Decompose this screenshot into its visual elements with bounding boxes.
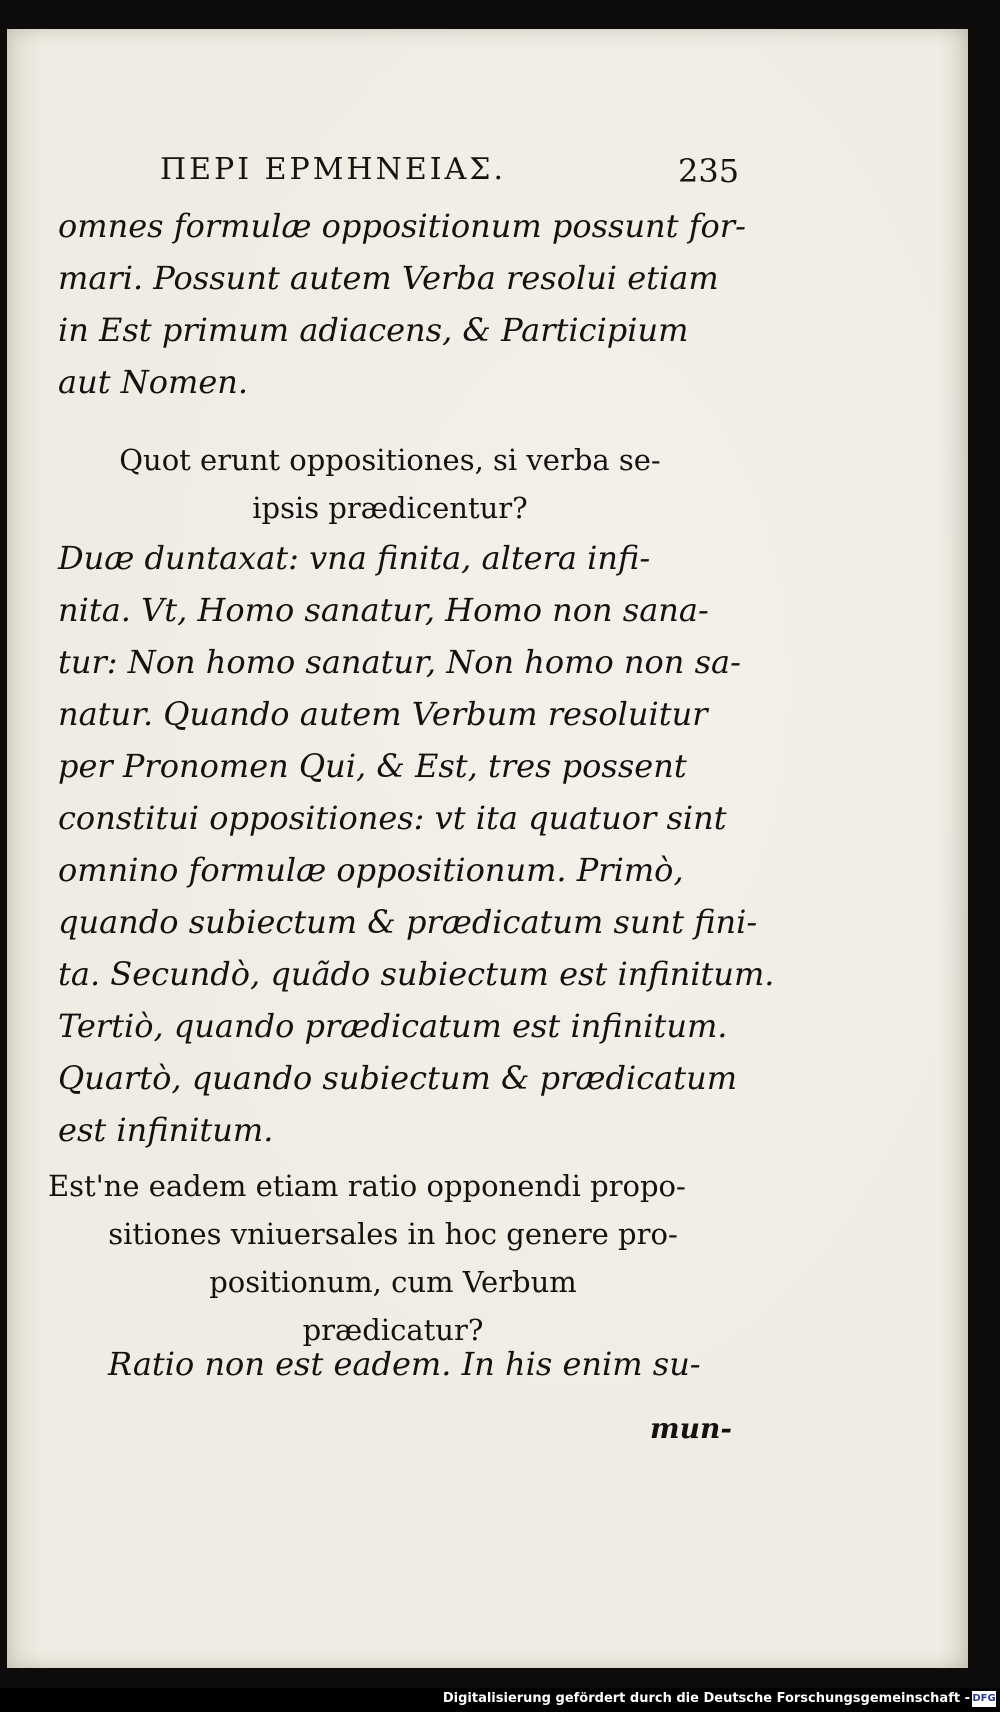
paragraph-1 (58, 200, 746, 408)
running-head: ΠΕΡΙ ΕΡΜΗΝΕΙΑΣ. (160, 152, 507, 187)
text-line: est infinitum. (58, 1111, 274, 1149)
text-line: ta. Secundò, quãdo subiectum est infinitum. (58, 955, 775, 993)
question-heading-1 (80, 436, 700, 532)
text-line: Tertiò, quando prædicatum est infinitum. (58, 1007, 728, 1045)
text-line: per Pronomen Qui, & Est, tres possent (58, 747, 687, 785)
catchword: mun- (650, 1412, 732, 1445)
question-heading-2 (48, 1162, 738, 1354)
footer-credit: Digitalisierung gefördert durch die Deutsche Forschungsgemeinschaft - (442, 1691, 970, 1706)
text-line: nita. Vt, Homo sanatur, Homo non sana- (58, 591, 709, 629)
text-line: Est'ne eadem etiam ratio opponendi propo- (48, 1169, 686, 1203)
text-line: mari. Possunt autem Verba resolui etiam (58, 259, 719, 297)
text-line: tur: Non homo sanatur, Non homo non sa- (58, 643, 741, 681)
text-line: aut Nomen. (58, 363, 249, 401)
text-line: Ratio non est eadem. In his enim su- (108, 1345, 701, 1383)
text-line: prædicatur? (302, 1313, 484, 1347)
text-line: in Est primum adiacens, & Participium (58, 311, 689, 349)
text-line: quando subiectum & prædicatum sunt fini- (58, 903, 758, 941)
text-line: omnino formulæ oppositionum. Primò, (58, 851, 684, 889)
text-line: positionum, cum Verbum (209, 1265, 577, 1299)
digitization-footer (0, 1688, 1000, 1712)
paragraph-2 (58, 532, 775, 1156)
dfg-logo: DFG (972, 1691, 996, 1707)
text-line: Quot erunt oppositiones, si verba se- (119, 443, 661, 477)
text-line: omnes formulæ oppositionum possunt for- (58, 207, 746, 245)
paragraph-3 (58, 1338, 738, 1390)
text-line: sitiones vniuersales in hoc genere pro- (108, 1217, 678, 1251)
text-line: natur. Quando autem Verbum resoluitur (58, 695, 708, 733)
text-line: Quartò, quando subiectum & prædicatum (58, 1059, 738, 1097)
text-line: constitui oppositiones: vt ita quatuor sint (58, 799, 727, 837)
text-line: ipsis prædicentur? (252, 491, 528, 525)
text-line: Duæ duntaxat: vna finita, altera infi- (58, 539, 651, 577)
page-number: 235 (678, 152, 740, 190)
